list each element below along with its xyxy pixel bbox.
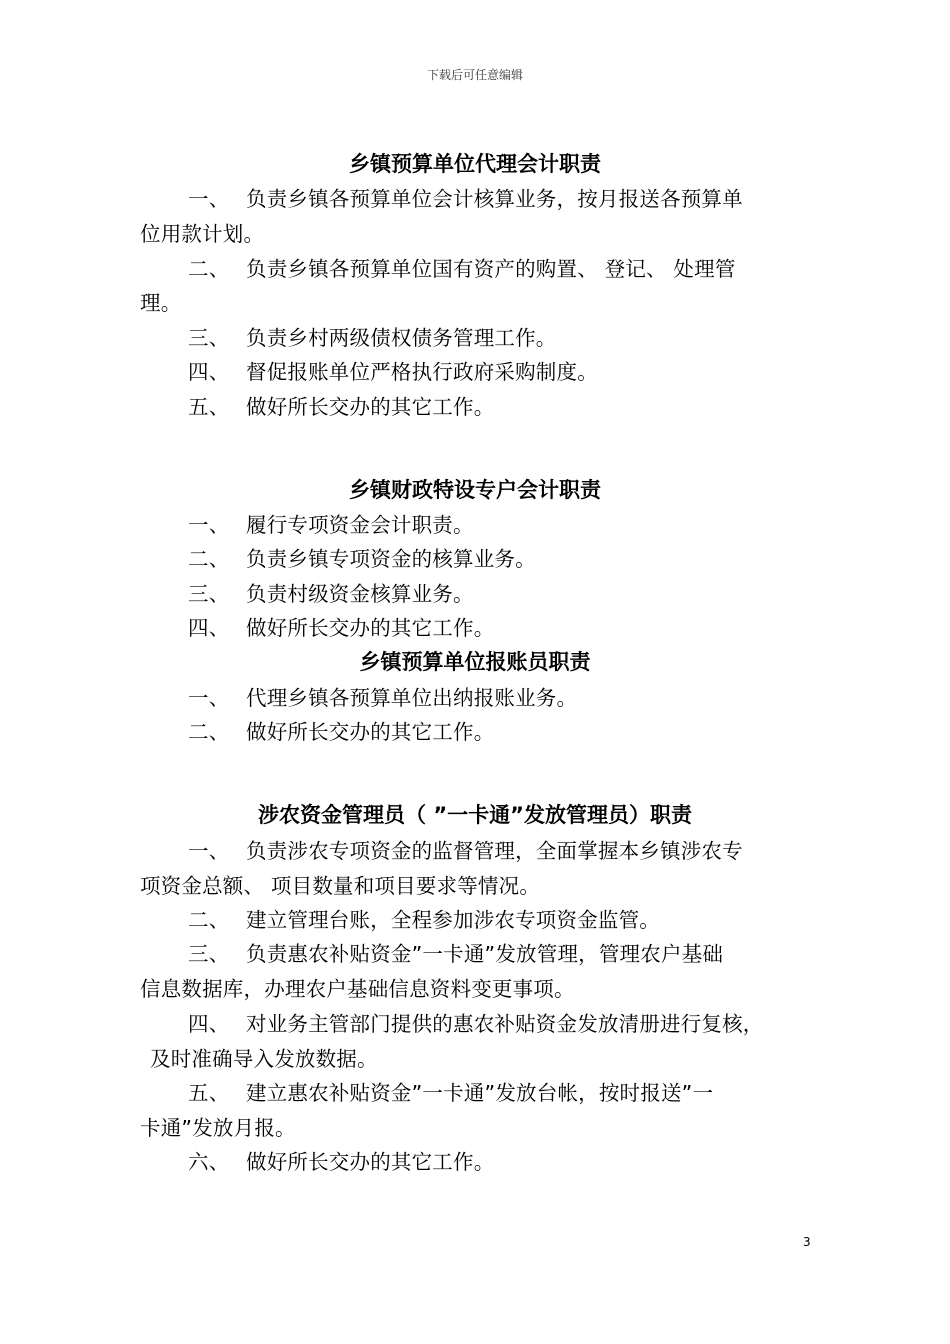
item-number: 二、 xyxy=(188,547,230,571)
list-item-continuation: 卡通”发放月报。 xyxy=(140,1116,296,1140)
item-number: 一、 xyxy=(188,187,230,211)
page-header: 下载后可任意编辑 xyxy=(426,68,523,82)
list-item xyxy=(188,542,536,572)
item-text: 履行专项资金会计职责。 xyxy=(246,513,474,537)
item-text: 建立惠农补贴资金”一卡通”发放台帐，按时报送”一 xyxy=(246,1081,714,1105)
list-item xyxy=(188,1007,764,1037)
list-item xyxy=(188,1145,494,1175)
section-title: 乡镇财政特设专户会计职责 xyxy=(349,478,601,502)
item-number: 一、 xyxy=(188,839,230,863)
list-item xyxy=(188,611,494,641)
item-text: 做好所长交办的其它工作。 xyxy=(246,616,495,640)
item-text: 负责涉农专项资金的监督管理，全面掌握本乡镇涉农专 xyxy=(246,839,743,863)
list-item xyxy=(188,390,494,420)
item-text: 负责乡镇各预算单位会计核算业务，按月报送各预算单 xyxy=(246,187,743,211)
item-text: 负责乡镇各预算单位国有资产的购置、 登记、 处理管 xyxy=(246,257,736,281)
item-number: 一、 xyxy=(188,686,230,710)
item-text: 负责乡村两级债权债务管理工作。 xyxy=(246,326,557,350)
item-text: 负责乡镇专项资金的核算业务。 xyxy=(246,547,536,571)
page-number: 3 xyxy=(803,1235,811,1249)
list-item xyxy=(188,834,743,864)
list-item xyxy=(188,937,723,967)
section-title: 乡镇预算单位报账员职责 xyxy=(359,650,591,674)
item-number: 二、 xyxy=(188,257,230,281)
item-number: 二、 xyxy=(188,908,230,932)
item-number: 四、 xyxy=(188,1012,230,1036)
section-title: 乡镇预算单位代理会计职责 xyxy=(349,152,601,176)
item-number: 二、 xyxy=(188,720,230,744)
list-item xyxy=(188,182,743,212)
list-item xyxy=(188,355,598,385)
item-number: 四、 xyxy=(188,616,230,640)
item-text: 代理乡镇各预算单位出纳报账业务。 xyxy=(246,686,578,710)
list-item-continuation: 位用款计划。 xyxy=(140,222,265,246)
list-item xyxy=(188,577,474,607)
item-number: 三、 xyxy=(188,326,230,350)
item-text: 做好所长交办的其它工作。 xyxy=(246,395,495,419)
item-number: 六、 xyxy=(188,1150,230,1174)
list-item-continuation: 理。 xyxy=(140,291,182,315)
list-item xyxy=(188,321,557,351)
list-item-continuation: 信息数据库，办理农户基础信息资料变更事项。 xyxy=(140,977,575,1001)
item-number: 四、 xyxy=(188,360,230,384)
item-text: 做好所长交办的其它工作。 xyxy=(246,720,495,744)
item-text: 做好所长交办的其它工作。 xyxy=(246,1150,495,1174)
item-number: 三、 xyxy=(188,942,230,966)
list-item xyxy=(188,252,736,282)
item-text: 负责村级资金核算业务。 xyxy=(246,582,474,606)
list-item xyxy=(188,508,474,538)
list-item xyxy=(188,1076,713,1106)
list-item-continuation: 项资金总额、 项目数量和项目要求等情况。 xyxy=(140,874,541,898)
section-title: 涉农资金管理员（ ”一卡通”发放管理员）职责 xyxy=(258,803,692,827)
list-item xyxy=(188,903,660,933)
list-item-continuation: 及时准确导入发放数据。 xyxy=(150,1047,378,1071)
list-item xyxy=(188,681,577,711)
item-text: 负责惠农补贴资金”一卡通”发放管理，管理农户基础 xyxy=(246,942,724,966)
item-text: 对业务主管部门提供的惠农补贴资金发放清册进行复核， xyxy=(246,1012,764,1036)
list-item xyxy=(188,715,494,745)
item-text: 督促报账单位严格执行政府采购制度。 xyxy=(246,360,598,384)
item-number: 一、 xyxy=(188,513,230,537)
item-number: 五、 xyxy=(188,1081,230,1105)
item-text: 建立管理台账，全程参加涉农专项资金监管。 xyxy=(246,908,660,932)
item-number: 三、 xyxy=(188,582,230,606)
item-number: 五、 xyxy=(188,395,230,419)
